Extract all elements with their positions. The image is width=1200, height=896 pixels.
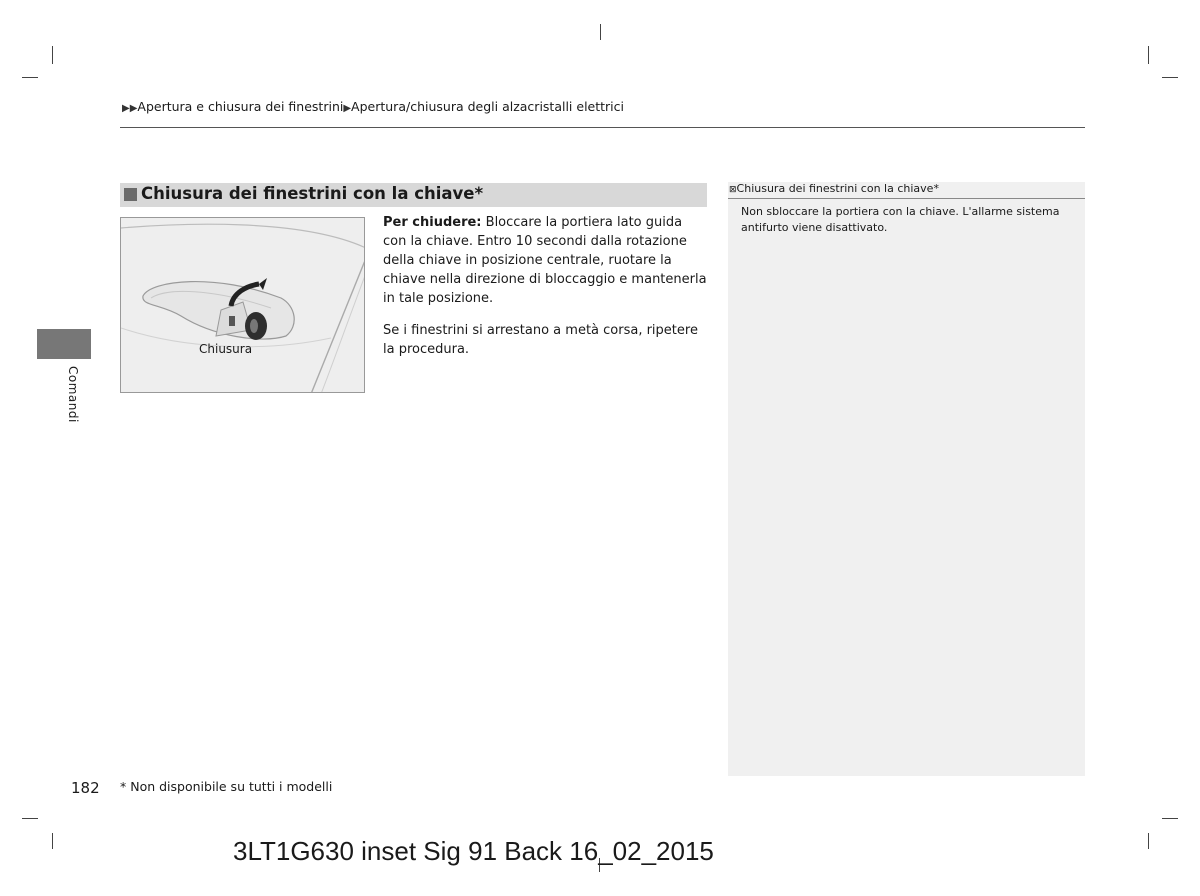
section-title: Chiusura dei finestrini con la chiave* [141,184,484,203]
breadcrumb-arrow-icon: ▶▶ [122,103,138,114]
footnote: * Non disponibile su tutti i modelli [120,779,333,794]
figure-label: Chiusura [199,342,253,356]
breadcrumb-part-1: Apertura e chiusura dei finestrini [137,99,344,114]
chapter-tab-label: Comandi [66,366,80,423]
crop-mark [52,46,53,64]
page-number: 182 [71,779,100,797]
crop-mark [1148,833,1149,849]
instruction-paragraph-2: Se i finestrini si arrestano a metà corsa, ripetere la procedura. [383,323,698,357]
door-handle-illustration [120,217,365,393]
note-panel [728,182,1085,776]
note-reference-icon: ⊠ [729,185,737,195]
breadcrumb-arrow-icon: ▶ [343,103,352,114]
chapter-tab [37,329,91,359]
door-handle-drawing [121,218,365,393]
section-square-icon [124,188,137,201]
crop-mark [22,77,38,78]
print-job-slug: 3LT1G630 inset Sig 91 Back 16_02_2015 [233,836,714,866]
breadcrumb [122,99,624,114]
header-rule [120,127,1085,128]
note-text: Non sbloccare la portiera con la chiave. L'allarme sistema antifurto viene disattivato. [741,205,1060,234]
crop-mark [52,833,53,849]
crop-mark [1148,46,1149,64]
instruction-text [383,213,708,372]
section-header [120,183,707,207]
instruction-paragraph-1: Per chiudere: Bloccare la portiera lato guida con la chiave. Entro 10 secondi dalla rotazione della chiave in posizione centrale, ruotare la chiave nella direzione di bloccaggio e mantenerla in tale posizione. [383,215,707,306]
crop-mark [22,818,38,819]
crop-mark [1162,77,1178,78]
instruction-lead: Per chiudere: [383,215,482,230]
breadcrumb-part-2: Apertura/chiusura degli alzacristalli elettrici [351,99,624,114]
note-header: ⊠Chiusura dei finestrini con la chiave* [728,182,1085,199]
crop-mark [1162,818,1178,819]
crop-mark [600,24,601,40]
